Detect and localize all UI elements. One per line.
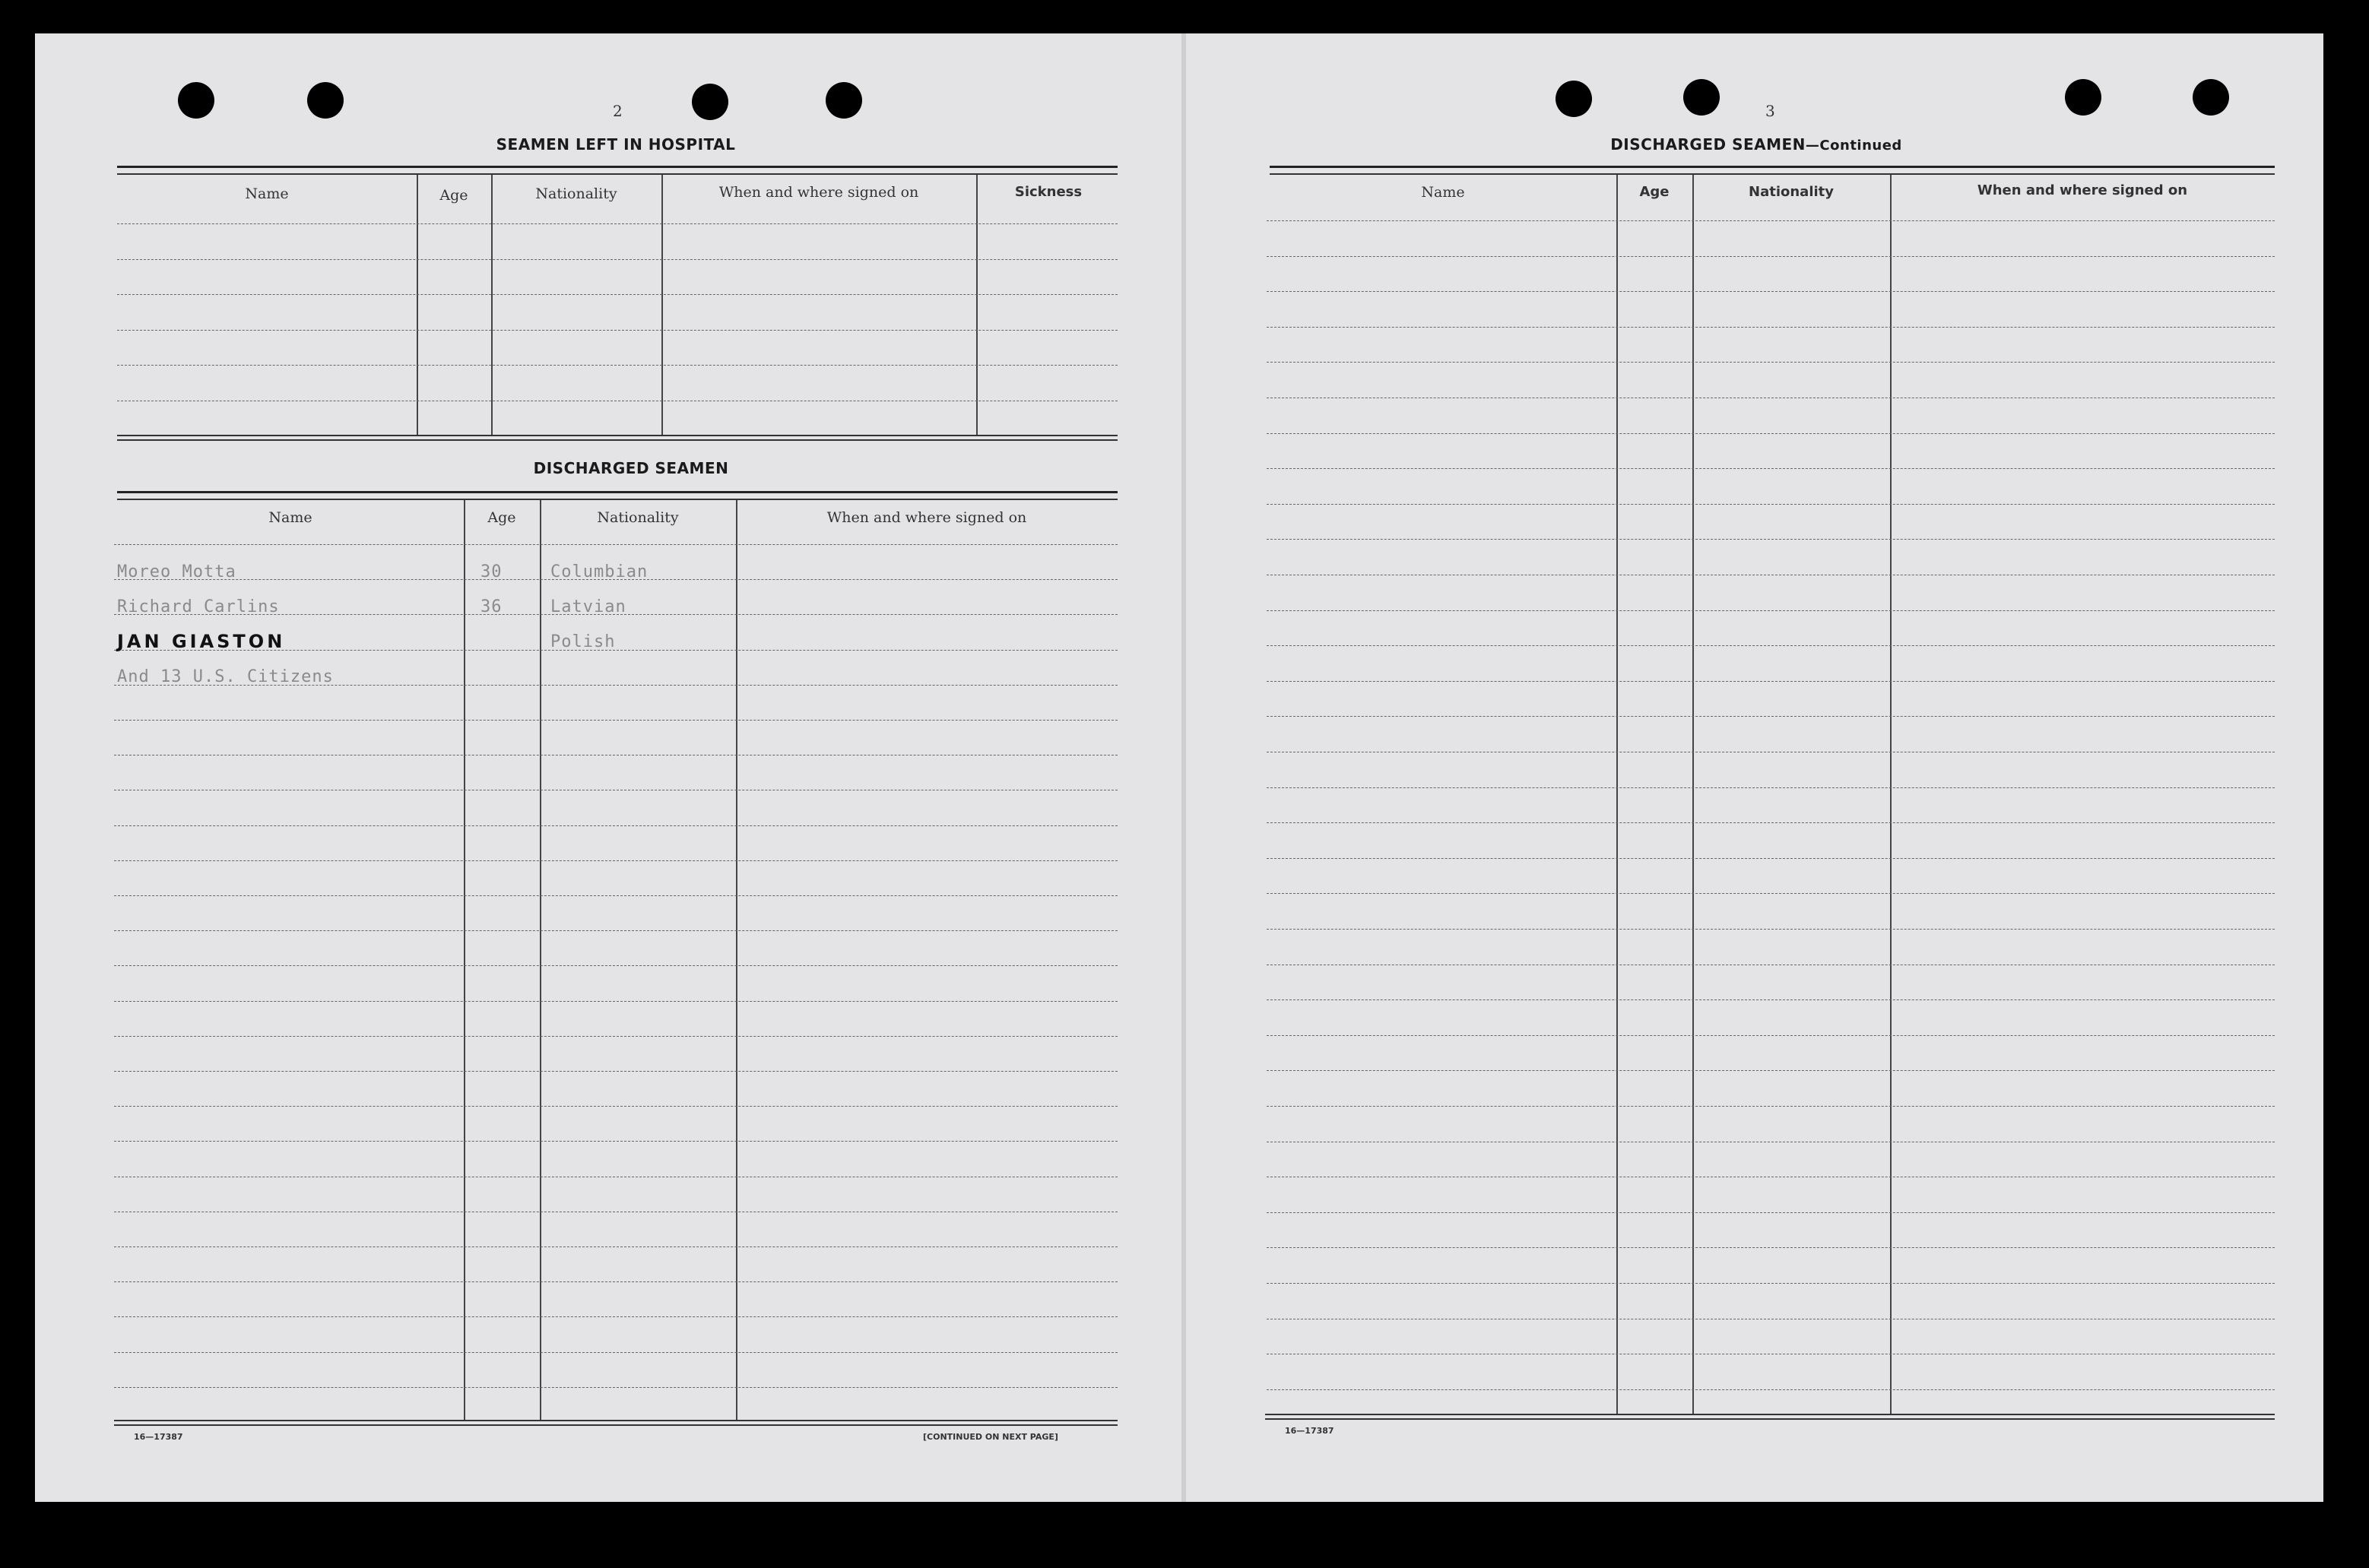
col-header-age: Age [487,509,516,526]
col-header-nationality: Nationality [597,509,679,526]
col-header-name: Name [1421,184,1465,201]
seaman-summary: And 13 U.S. Citizens [117,667,334,686]
row-line [1267,1247,2275,1248]
row-line [1267,220,2275,221]
row-line [114,1387,1118,1388]
row-line [114,1106,1118,1107]
row-line [114,1246,1118,1247]
seaman-nationality: Polish [550,632,616,651]
punch-hole [1556,81,1592,117]
section-rule [117,435,1118,436]
row-line [1267,291,2275,292]
row-line [114,544,1118,545]
punch-hole [2065,79,2101,116]
col-header-name: Name [245,185,289,202]
row-line [117,294,1118,295]
page-number: 2 [613,102,623,120]
row-line [114,930,1118,931]
row-line [1267,716,2275,717]
column-divider [1890,175,1892,1414]
row-line [1267,1106,2275,1107]
row-line [114,825,1118,826]
seaman-nationality: Latvian [550,597,626,616]
discharged-continued-title [1559,135,1954,154]
title-rule [117,499,1118,500]
seaman-age: 30 [480,562,503,581]
row-line [1267,1070,2275,1071]
col-header-signed-on: When and where signed on [718,184,919,201]
title-rule [1270,166,2275,168]
title-main: DISCHARGED SEAMEN [1610,135,1806,154]
row-line [1267,504,2275,505]
row-line [1267,362,2275,363]
row-line [1267,539,2275,540]
bottom-rule [1265,1418,2275,1420]
punch-hole [2193,79,2229,116]
row-line [114,1141,1118,1142]
row-line [114,720,1118,721]
row-line [1267,822,2275,823]
punch-hole [1683,79,1720,116]
punch-hole [826,82,862,119]
discharged-section-title: DISCHARGED SEAMEN [533,459,729,477]
seaman-name: Richard Carlins [117,597,280,616]
row-line [117,223,1118,224]
right-page [1186,33,2323,1502]
column-divider [661,175,663,435]
hospital-section-title: SEAMEN LEFT IN HOSPITAL [496,135,736,154]
punch-hole [307,82,344,119]
row-line [1267,999,2275,1000]
seaman-age: 36 [480,597,503,616]
section-rule [117,439,1118,441]
row-line [1267,929,2275,930]
row-line [1267,787,2275,788]
seaman-nationality: Columbian [550,562,649,581]
row-line [1267,645,2275,646]
row-line [114,860,1118,861]
col-header-age: Age [1639,184,1670,200]
row-line [1267,433,2275,434]
col-header-age: Age [439,187,468,204]
seaman-name-handwritten: JAN GIASTON [117,631,286,652]
row-line [1267,1389,2275,1390]
row-line [114,1001,1118,1002]
row-line [1267,610,2275,611]
row-line [1267,893,2275,894]
form-code: 16—17387 [134,1432,183,1442]
row-line [114,1036,1118,1037]
row-line [117,259,1118,260]
seaman-name: Moreo Motta [117,562,236,581]
title-rule [117,491,1118,493]
column-divider [976,175,978,435]
row-line [1267,468,2275,469]
row-line [1267,858,2275,859]
col-header-name: Name [268,509,312,526]
col-header-nationality: Nationality [1749,184,1834,200]
title-rule [117,173,1118,175]
row-line [114,1071,1118,1072]
bottom-rule [114,1424,1118,1426]
bottom-rule [114,1420,1118,1421]
row-line [1267,1035,2275,1036]
continued-note: [CONTINUED ON NEXT PAGE] [923,1432,1058,1442]
form-code: 16—17387 [1285,1426,1334,1436]
row-line [114,895,1118,896]
row-line [114,1352,1118,1353]
col-header-nationality: Nationality [535,185,617,202]
title-rule [1270,173,2275,175]
column-divider [1692,175,1694,1414]
row-line [114,1316,1118,1317]
row-line [114,965,1118,966]
row-line [1267,681,2275,682]
punch-hole [692,84,728,120]
col-header-signed-on: When and where signed on [826,509,1027,526]
column-divider [491,175,493,435]
row-line [117,365,1118,366]
row-line [1267,327,2275,328]
row-line [117,330,1118,331]
col-header-signed-on: When and where signed on [1977,182,2188,198]
punch-hole [178,82,214,119]
page-fold [1181,33,1186,1502]
page-number: 3 [1765,102,1775,120]
row-line [1267,256,2275,257]
row-line [1267,1283,2275,1284]
row-line [1267,1212,2275,1213]
title-suffix: —Continued [1805,138,1902,154]
row-line [114,1281,1118,1282]
column-divider [1616,175,1618,1414]
column-divider [417,175,418,435]
title-rule [117,166,1118,168]
bottom-rule [1265,1414,2275,1415]
col-header-sickness: Sickness [1014,184,1083,200]
